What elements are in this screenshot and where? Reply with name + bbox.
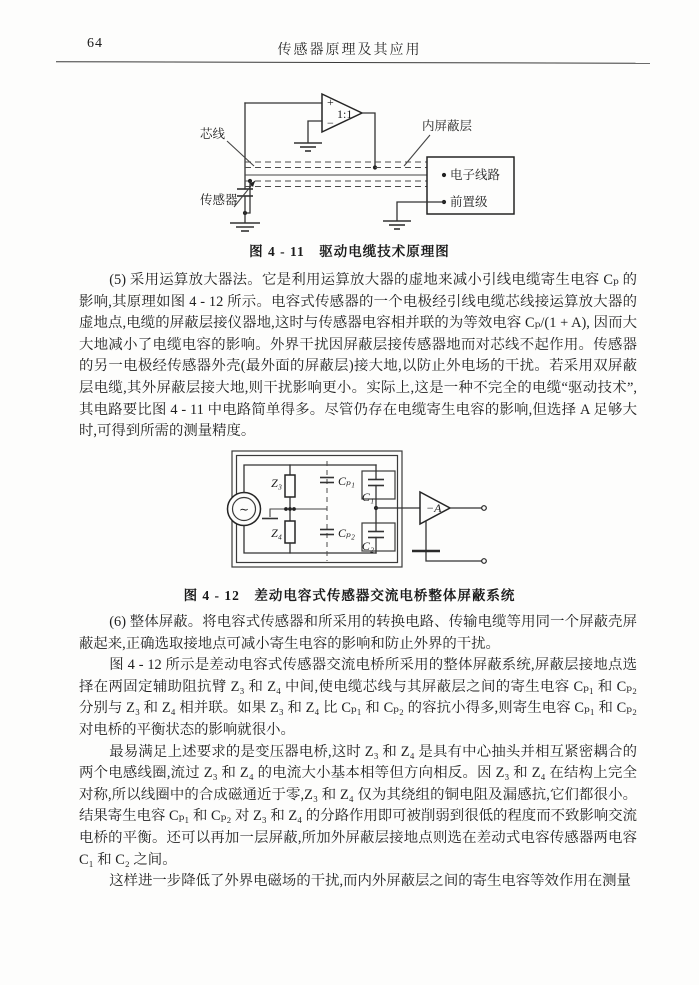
core-wire-pointer [227,141,254,166]
ground-icon [383,221,411,229]
tap-dot [284,507,288,511]
amp-ratio-label: 1:1 [337,107,353,121]
bottom-rail-wire [244,526,376,554]
paragraph-6-intro: (6) 整体屏蔽。将电容式传感器和所采用的转换电路、传输电缆等用同一个屏蔽壳屏蔽起来,正确选取接地点可减小寄生电容的影响和防止外界的干扰。 [79,614,637,652]
amp-minus-wire [308,121,322,142]
amp-gain-label: −A [426,501,442,515]
paragraph-6-last: 这样进一步降低了外界电磁场的干扰,而内外屏蔽层之间的寄生电容等效作用在测量 [109,873,631,890]
cp2-label: Cₚ₂ [338,526,355,540]
paragraph-6-block [79,612,637,893]
reference-wire [426,521,482,561]
minus-label: − [327,116,334,130]
cp1-label: Cₚ₁ [338,474,355,488]
feedback-wire [362,113,375,166]
cable-icon [245,162,444,187]
electronics-terminal-dot [442,173,446,177]
core-wire-label: 芯线 [200,127,226,141]
top-rail-wire [244,465,376,493]
page-number: 64 [87,36,103,51]
paragraph-6-figure: 图 4 - 12 所示是差动电容式传感器交流电桥所采用的整体屏蔽系统,屏蔽层接地点选择在两固定辅助阻抗臂 Z₃ 和 Z₄ 中间,使电缆芯线与其屏蔽层之间的寄生电容 Cₚ₁ 和 Cₚ₂ 分别与 Z₃ 和 Z₄ 相并联。如果 Z₃ 和 Z₄ 比 Cₚ₁ 和 Cₚ₂ 的容抗小得多,则寄生电容 Cₚ₁ 和 Cₚ₂ 对电桥的平衡状态的影响就很小。 [79,657,637,738]
output-terminal [482,506,487,511]
lower-shield-tap [245,181,250,213]
running-title: 传感器原理及其应用 [277,43,422,58]
paragraph-5-block [79,270,637,443]
figure-4-12-diagram [224,443,524,581]
amplifier-icon [420,492,450,524]
preamp-label: 前置级 [450,195,488,209]
z4-label: Z₄ [271,526,282,540]
ac-source-label: ∼ [238,502,250,517]
z3-resistor-icon [285,475,295,497]
figure-4-11-caption: 图 4 - 11 驱动电缆技术原理图 [249,244,450,259]
inner-shield-label: 内屏蔽层 [422,119,473,133]
electronics-label: 电子线路 [450,168,501,182]
sensor-label: 传感器 [200,193,238,207]
z3-label: Z₃ [271,476,282,490]
output-terminal [482,559,487,564]
tap-dot [288,507,292,511]
tap-dot [292,507,296,511]
c1-capacitor-icon [368,480,384,486]
paragraph-5: (5) 采用运算放大器法。它是利用运算放大器的虚地来减小引线电缆寄生电容 Cₚ 的影响,其原理如图 4 - 12 所示。电容式传感器的一个电极经引线电缆芯线接运算放大器的虚地点,电缆的屏蔽层接仪器地,这时与传感器电容相并联的为等效电容 Cₚ/(1 + A), 因而大大地减小了电缆电容的影响。外界干扰因屏蔽层接传感器地而对芯线不起作用。传感器的另一电极经传感器外壳(最外面的屏蔽层)接大地,以防止外电场的干扰。若采用双屏蔽层电缆,其外屏蔽层接大地,则干扰影响更小。实际上,这是一种不完全的电缆“驱动技术”,其电路要比图 4 - 11 中电路简单得多。尽管仍存在电缆寄生电容的影响,但选择 A 足够大时,可得到所需的测量精度。 [79,272,637,440]
c2-capacitor-icon [368,532,384,538]
c2-label: C₂ [361,539,374,553]
inner-shield-pointer [404,135,430,166]
ground-icon [294,143,322,151]
plus-label: + [327,95,334,109]
buffer-amp-icon [322,94,362,132]
shield-ground-tap [270,509,278,517]
figure-4-11-diagram [172,80,522,242]
z4-resistor-icon [285,521,295,543]
header-rule [56,61,650,64]
figure-4-12-caption: 图 4 - 12 差动电容式传感器交流电桥整体屏蔽系统 [183,588,516,603]
ac-source-icon [228,493,261,526]
c1-label: C₁ [361,490,374,504]
paragraph-6-transformer: 最易满足上述要求的是变压器电桥,这时 Z₃ 和 Z₄ 是具有中心抽头并相互紧密耦合的两个电感线圈,流过 Z₃ 和 Z₄ 的电流大小基本相等但方向相反。因 Z₃ 和 Z₄ 在结构上完全对称,所以线圈中的合成磁通近于零,Z₃ 和 Z₄ 仅为其绕组的铜电阻及漏感抗,它们都很小。结果寄生电容 Cₚ₁ 和 Cₚ₂ 对 Z₃ 和 Z₄ 的分路作用即可被削弱到很低的程度而不致影响交流电桥的平衡。还可以再加一层屏蔽,所加外屏蔽层接地点则选在差动式电容传感器两电容 C₁ 和 C₂ 之间。 [79,743,637,868]
cp2-capacitor-icon [320,530,334,535]
ground-icon [230,223,260,231]
